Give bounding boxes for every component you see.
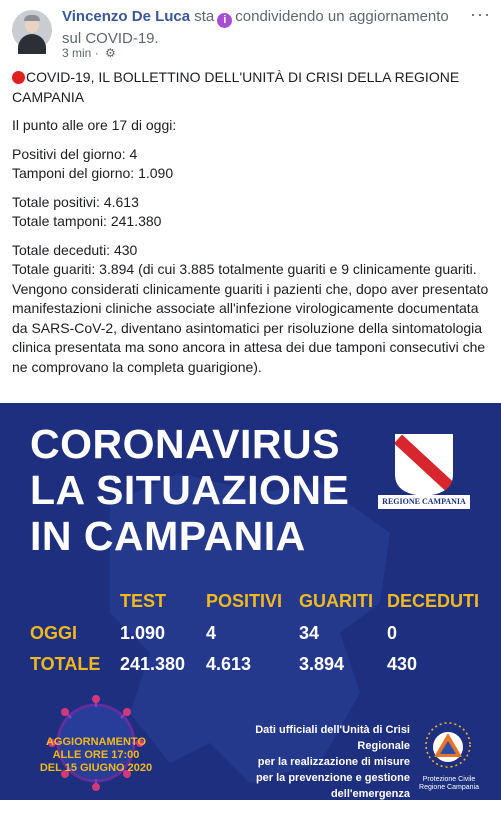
info-icon: i xyxy=(217,13,232,28)
bulletin-intro: Il punto alle ore 17 di oggi: xyxy=(12,117,177,133)
post-header xyxy=(0,0,501,62)
banner-title-line-3: IN CAMPANIA xyxy=(30,513,306,559)
source-line-4: epidemiologica da COVID-19 xyxy=(260,804,410,816)
totale-tamponi: Totale tamponi: 241.380 xyxy=(12,213,162,229)
header-test: TEST xyxy=(120,591,167,611)
header-guariti: GUARITI xyxy=(299,591,373,611)
oggi-positivi: 4 xyxy=(206,623,217,643)
pc-line-1: Protezione Civile xyxy=(422,776,476,783)
source-line-3: per la prevenzione e gestione dell'emergenza xyxy=(255,772,410,800)
activity-topic-link[interactable]: sul COVID-19. xyxy=(62,30,159,47)
banner-title-line-1: CORONAVIRUS xyxy=(30,421,340,467)
totale-deceduti: Totale deceduti: 430 xyxy=(12,241,138,258)
row-label-totale: TOTALE xyxy=(30,654,101,674)
audience-gear-icon[interactable]: ⚙ xyxy=(105,46,116,60)
positivi-giorno: Positivi del giorno: 4 xyxy=(12,145,138,162)
post-headline xyxy=(62,6,492,49)
protezione-civile-logo-icon xyxy=(420,721,476,769)
pc-line-2: Regione Campania xyxy=(419,784,479,791)
header-deceduti: DECEDUTI xyxy=(387,591,480,611)
activity-verb: sta xyxy=(194,8,215,25)
post-body xyxy=(12,68,492,377)
source-line-1: Dati ufficiali dell'Unità di Crisi Regionale xyxy=(255,724,410,752)
oggi-guariti: 34 xyxy=(299,623,320,643)
meta-separator: · xyxy=(94,46,99,60)
update-line-1: AGGIORNAMENTO xyxy=(45,736,147,748)
regione-campania-label: REGIONE CAMPANIA xyxy=(378,495,470,509)
row-label-oggi: OGGI xyxy=(30,623,78,643)
author-avatar[interactable] xyxy=(12,10,52,50)
data-source-note xyxy=(200,722,410,818)
totale-guariti: Totale guariti: 3.894 (di cui 3.885 totalmente guariti e 9 clinicamente guariti. Vengono considerati clinicamente guariti i pazienti che, dopo aver presentato manifestazioni cliniche associate all'infezione virologicamente documentata da SARS-CoV-2, diventano asintomatici per risoluzione della sintomatologia clinica presentata ma sono ancora in attesa dei due tamponi consecutivi che ne comprovano la completa guarigione). xyxy=(12,261,489,375)
activity-text: condividendo un aggiornamento xyxy=(235,8,449,25)
post-timestamp[interactable]: 3 min xyxy=(62,46,92,60)
tamponi-giorno: Tamponi del giorno: 1.090 xyxy=(12,165,174,181)
oggi-test: 1.090 xyxy=(120,623,166,643)
totale-guariti-value: 3.894 xyxy=(299,654,345,674)
more-options-icon[interactable]: ··· xyxy=(470,4,491,24)
totale-positivi-value: 4.613 xyxy=(206,654,252,674)
update-timestamp xyxy=(34,736,158,775)
covid-infographic[interactable] xyxy=(0,403,501,816)
source-line-2: per la realizzazione di misure xyxy=(257,756,410,768)
totale-positivi: Totale positivi: 4.613 xyxy=(12,193,139,210)
banner-title-line-2: LA SITUAZIONE xyxy=(30,467,350,513)
bulletin-title: COVID-19, IL BOLLETTINO DELL'UNITÀ DI CRISI DELLA REGIONE CAMPANIA xyxy=(12,69,460,105)
post-title-line xyxy=(12,68,492,107)
post-meta xyxy=(62,46,116,60)
red-circle-icon xyxy=(12,71,25,84)
totale-deceduti-value: 430 xyxy=(387,654,418,674)
protezione-civile-label xyxy=(415,776,483,792)
header-positivi: POSITIVI xyxy=(206,591,283,611)
update-line-3: DEL 15 GIUGNO 2020 xyxy=(39,762,153,774)
author-name-link[interactable]: Vincenzo De Luca xyxy=(62,8,191,25)
update-line-2: ALLE ORE 17:00 xyxy=(52,749,140,761)
totale-test: 241.380 xyxy=(120,654,186,674)
oggi-deceduti: 0 xyxy=(387,623,398,643)
